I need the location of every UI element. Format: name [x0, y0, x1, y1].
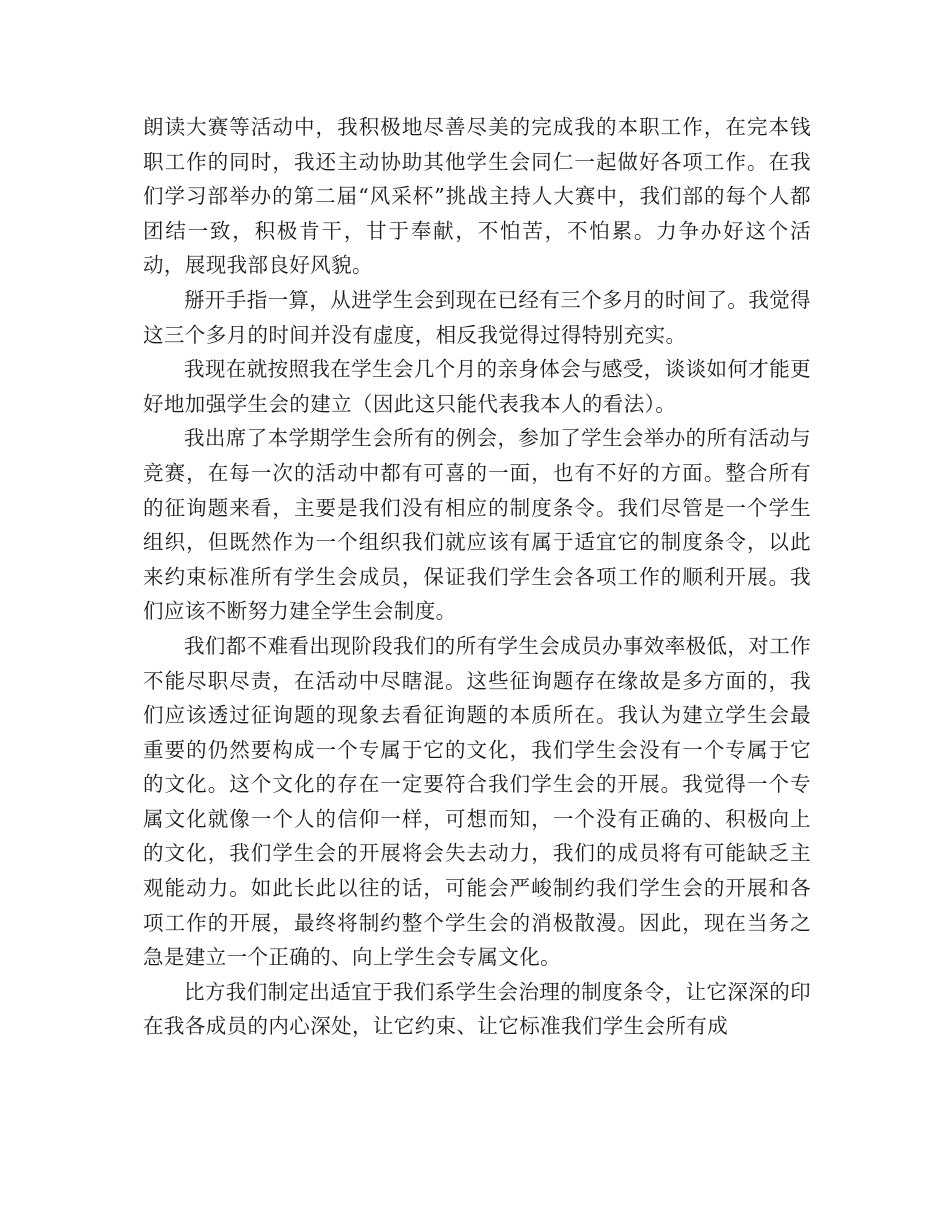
- paragraph-4: 我出席了本学期学生会所有的例会，参加了学生会举办的所有活动与竞赛，在每一次的活动中都有可喜的一面，也有不好的方面。整合所有的征询题来看，主要是我们没有相应的制度条令。我们尽管是一个学生组织，但既然作为一个组织我们就应该有属于适宜它的制度条令，以此来约束标准所有学生会成员，保证我们学生会各项工作的顺利开展。我们应该不断努力建全学生会制度。: [143, 426, 811, 624]
- paragraph-5: 我们都不难看出现阶段我们的所有学生会成员办事效率极低，对工作不能尽职尽责，在活动中尽瞎混。这些征询题存在缘故是多方面的，我们应该透过征询题的现象去看征询题的本质所在。我认为建立学生会最重要的仍然要构成一个专属于它的文化，我们学生会没有一个专属于它的文化。这个文化的存在一定要符合我们学生会的开展。我觉得一个专属文化就像一个人的信仰一样，可想而知，一个没有正确的、积极向上的文化，我们学生会的开展将会失去动力，我们的成员将有可能缺乏主观能动力。如此长此以往的话，可能会严峻制约我们学生会的开展和各项工作的开展，最终将制约整个学生会的消极散漫。因此，现在当务之急是建立一个正确的、向上学生会专属文化。: [143, 633, 811, 970]
- paragraph-1: 朗读大赛等活动中，我积极地尽善尽美的完成我的本职工作，在完本钱职工作的同时，我还主动协助其他学生会同仁一起做好各项工作。在我们学习部举办的第二届“风采杯”挑战主持人大赛中，我们部的每个人都团结一致，积极肯干，甘于奉献，不怕苦，不怕累。力争办好这个活动，展现我部良好风貌。: [143, 115, 811, 278]
- paragraph-6: 比方我们制定出适宜于我们系学生会治理的制度条令，让它深深的印在我各成员的内心深处，让它约束、让它标准我们学生会所有成: [143, 979, 811, 1039]
- paragraph-3: 我现在就按照我在学生会几个月的亲身体会与感受，谈谈如何才能更好地加强学生会的建立（因此这只能代表我本人的看法）。: [143, 357, 811, 416]
- document-page: [143, 110, 811, 1044]
- paragraph-2: 掰开手指一算，从进学生会到现在已经有三个多月的时间了。我觉得这三个多月的时间并没有虚度，相反我觉得过得特别充实。: [143, 287, 811, 347]
